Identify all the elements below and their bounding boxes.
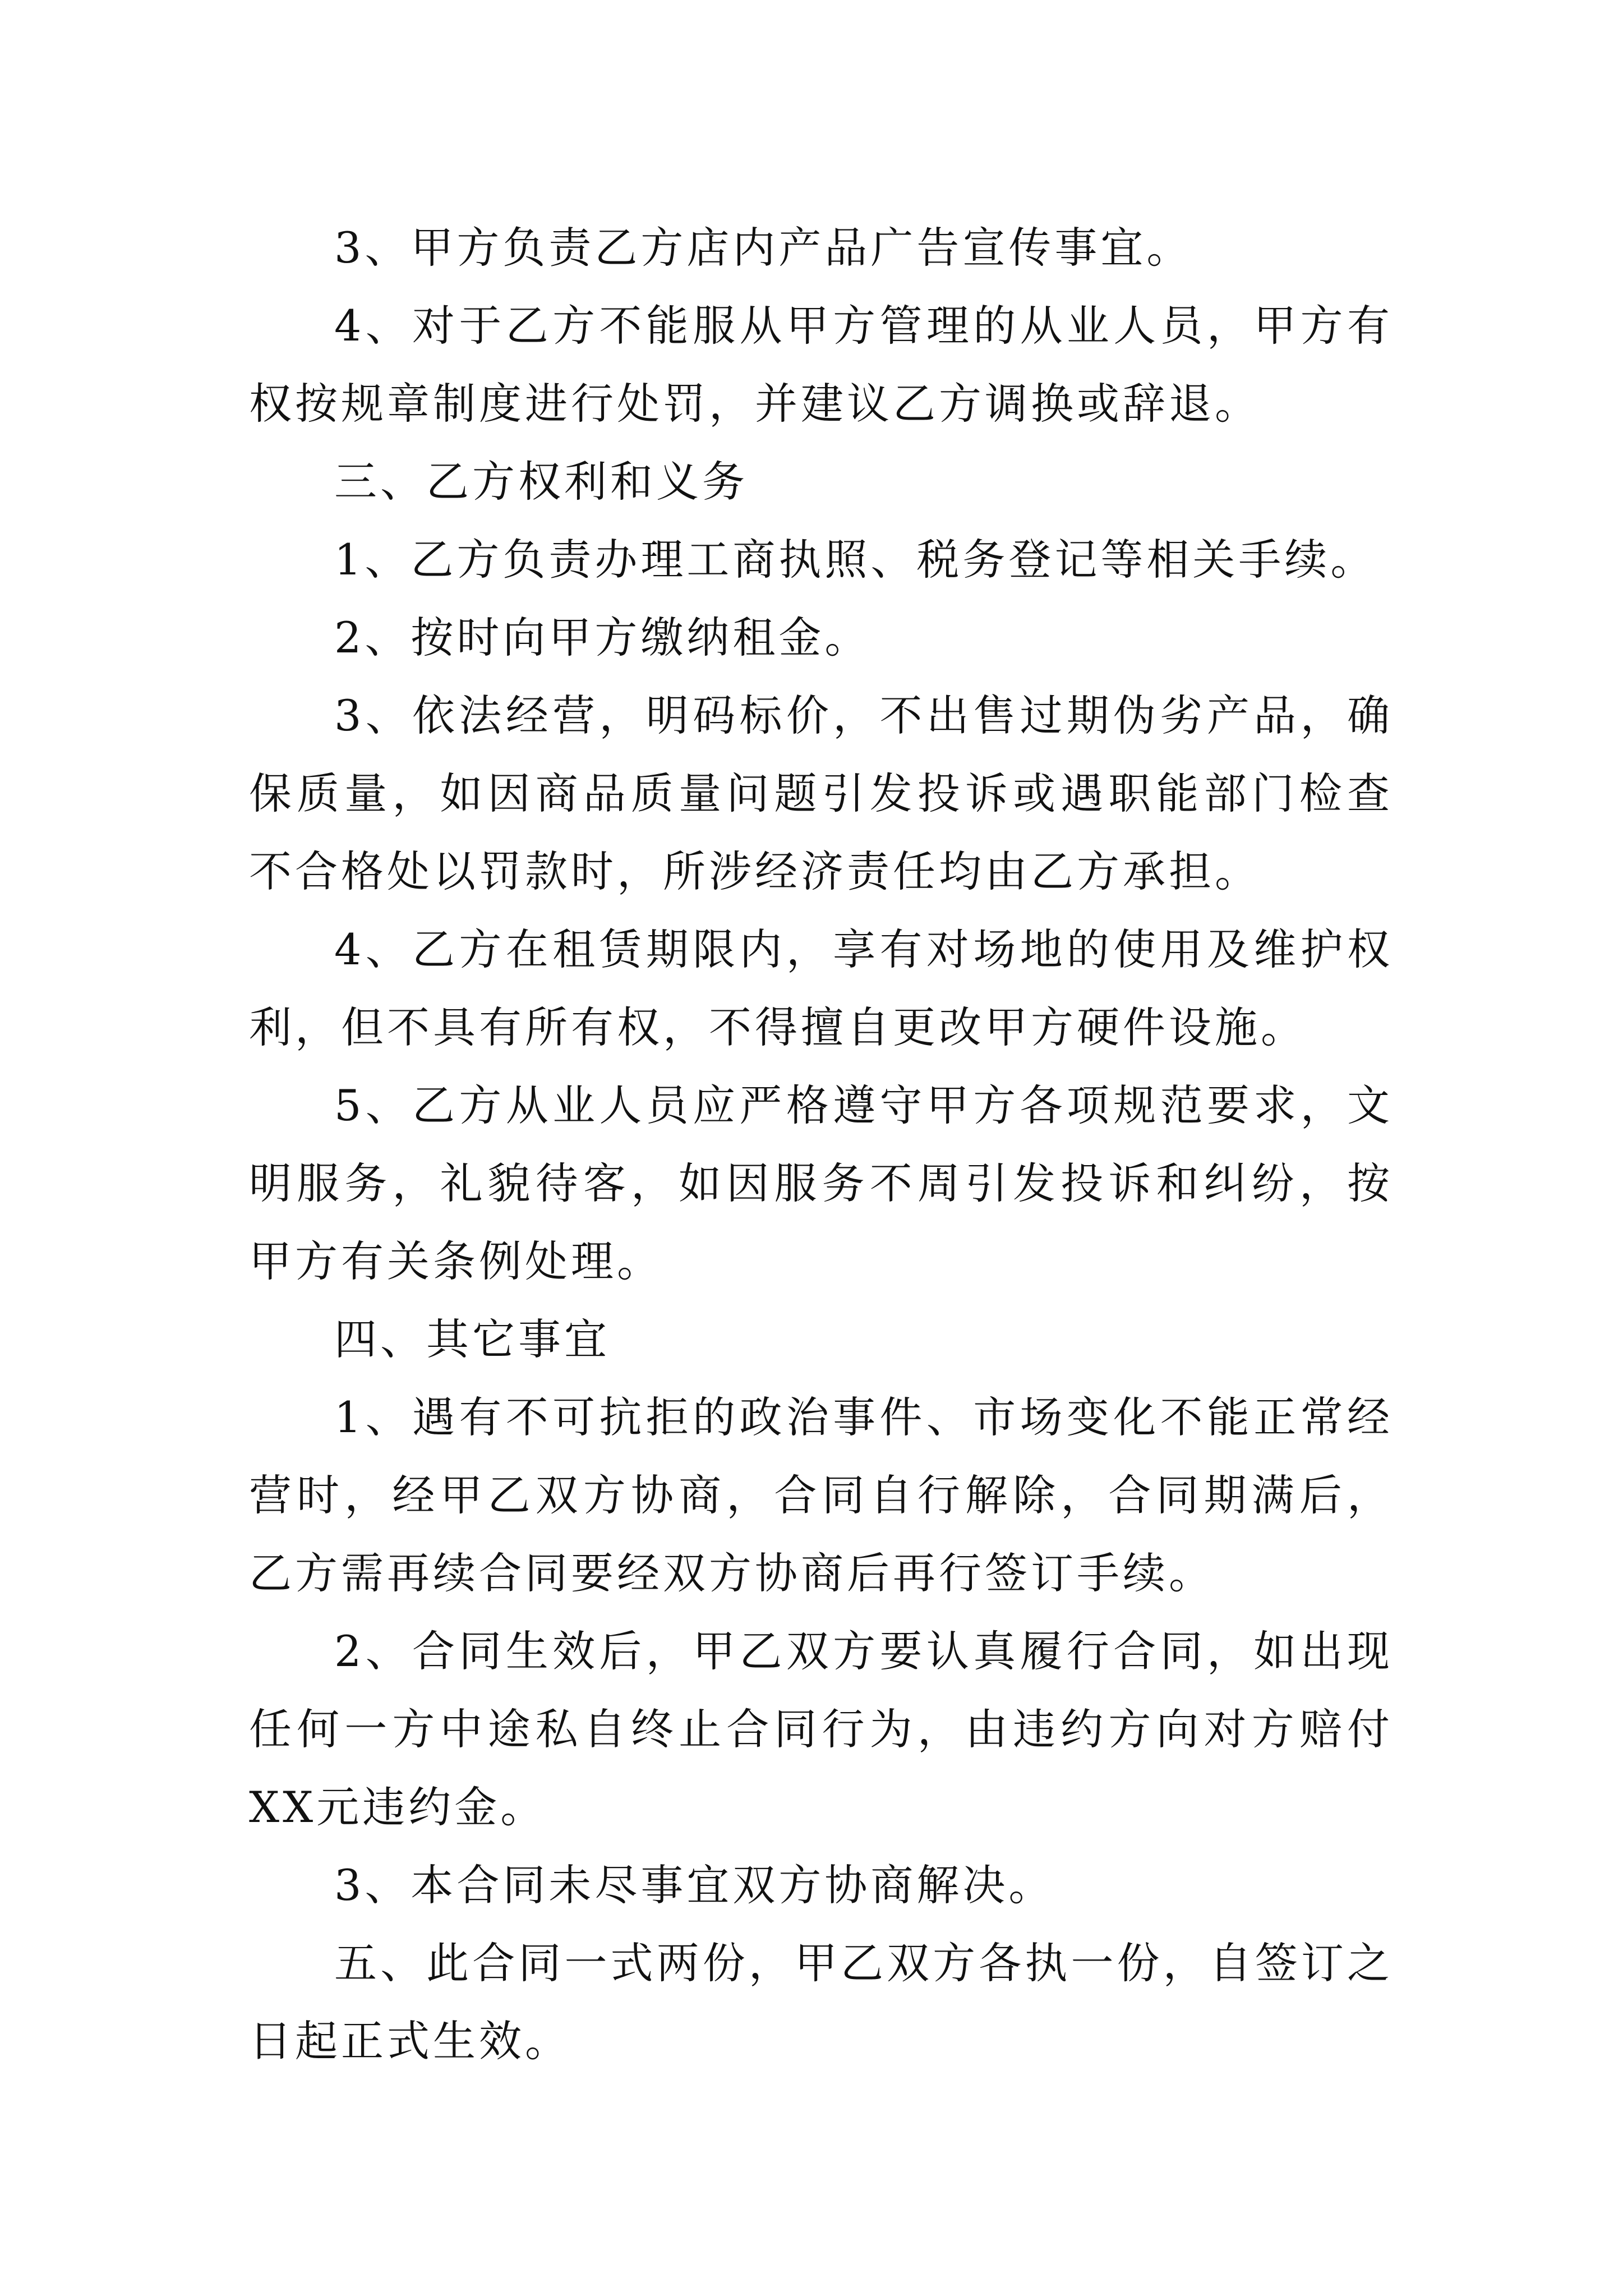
paragraph-party-b-rent: 2、按时向甲方缴纳租金。 [334, 613, 871, 662]
section-heading-other-matters: 四、其它事宜 [334, 1314, 610, 1364]
document-body [249, 209, 1393, 2080]
paragraph-party-a-staff-penalty: 4、对于乙方不能服从甲方管理的从业人员，甲方有权按规章制度进行处罚，并建议乙方调换或辞退。 [249, 301, 1393, 429]
paragraph-party-b-usage-rights: 4、乙方在租赁期限内，享有对场地的使用及维护权利，但不具有所有权，不得擅自更改甲方硬件设施。 [249, 924, 1393, 1052]
paragraph-party-b-licenses: 1、乙方负责办理工商执照、税务登记等相关手续。 [334, 535, 1377, 585]
paragraph-unresolved-matters: 3、本合同未尽事宜双方协商解决。 [334, 1860, 1055, 1910]
paragraph-party-b-service: 5、乙方从业人员应严格遵守甲方各项规范要求，文明服务，礼貌待客，如因服务不周引发投诉和纠纷，按甲方有关条例处理。 [249, 1080, 1393, 1286]
section-heading-party-b-rights: 三、乙方权利和义务 [334, 457, 748, 507]
paragraph-party-a-advertising: 3、甲方负责乙方店内产品广告宣传事宜。 [334, 223, 1193, 273]
paragraph-party-b-quality: 3、依法经营，明码标价，不出售过期伪劣产品，确保质量，如因商品质量问题引发投诉或遇职能部门检查不合格处以罚款时，所涉经济责任均由乙方承担。 [249, 691, 1393, 896]
paragraph-breach-penalty: 2、合同生效后，甲乙双方要认真履行合同，如出现任何一方中途私自终止合同行为，由违约方向对方赔付XX元违约金。 [249, 1626, 1393, 1832]
paragraph-copies-effective: 五、此合同一式两份，甲乙双方各执一份，自签订之日起正式生效。 [249, 1938, 1393, 2066]
paragraph-force-majeure: 1、遇有不可抗拒的政治事件、市场变化不能正常经营时，经甲乙双方协商，合同自行解除，合同期满后，乙方需再续合同要经双方协商后再行签订手续。 [249, 1392, 1393, 1598]
